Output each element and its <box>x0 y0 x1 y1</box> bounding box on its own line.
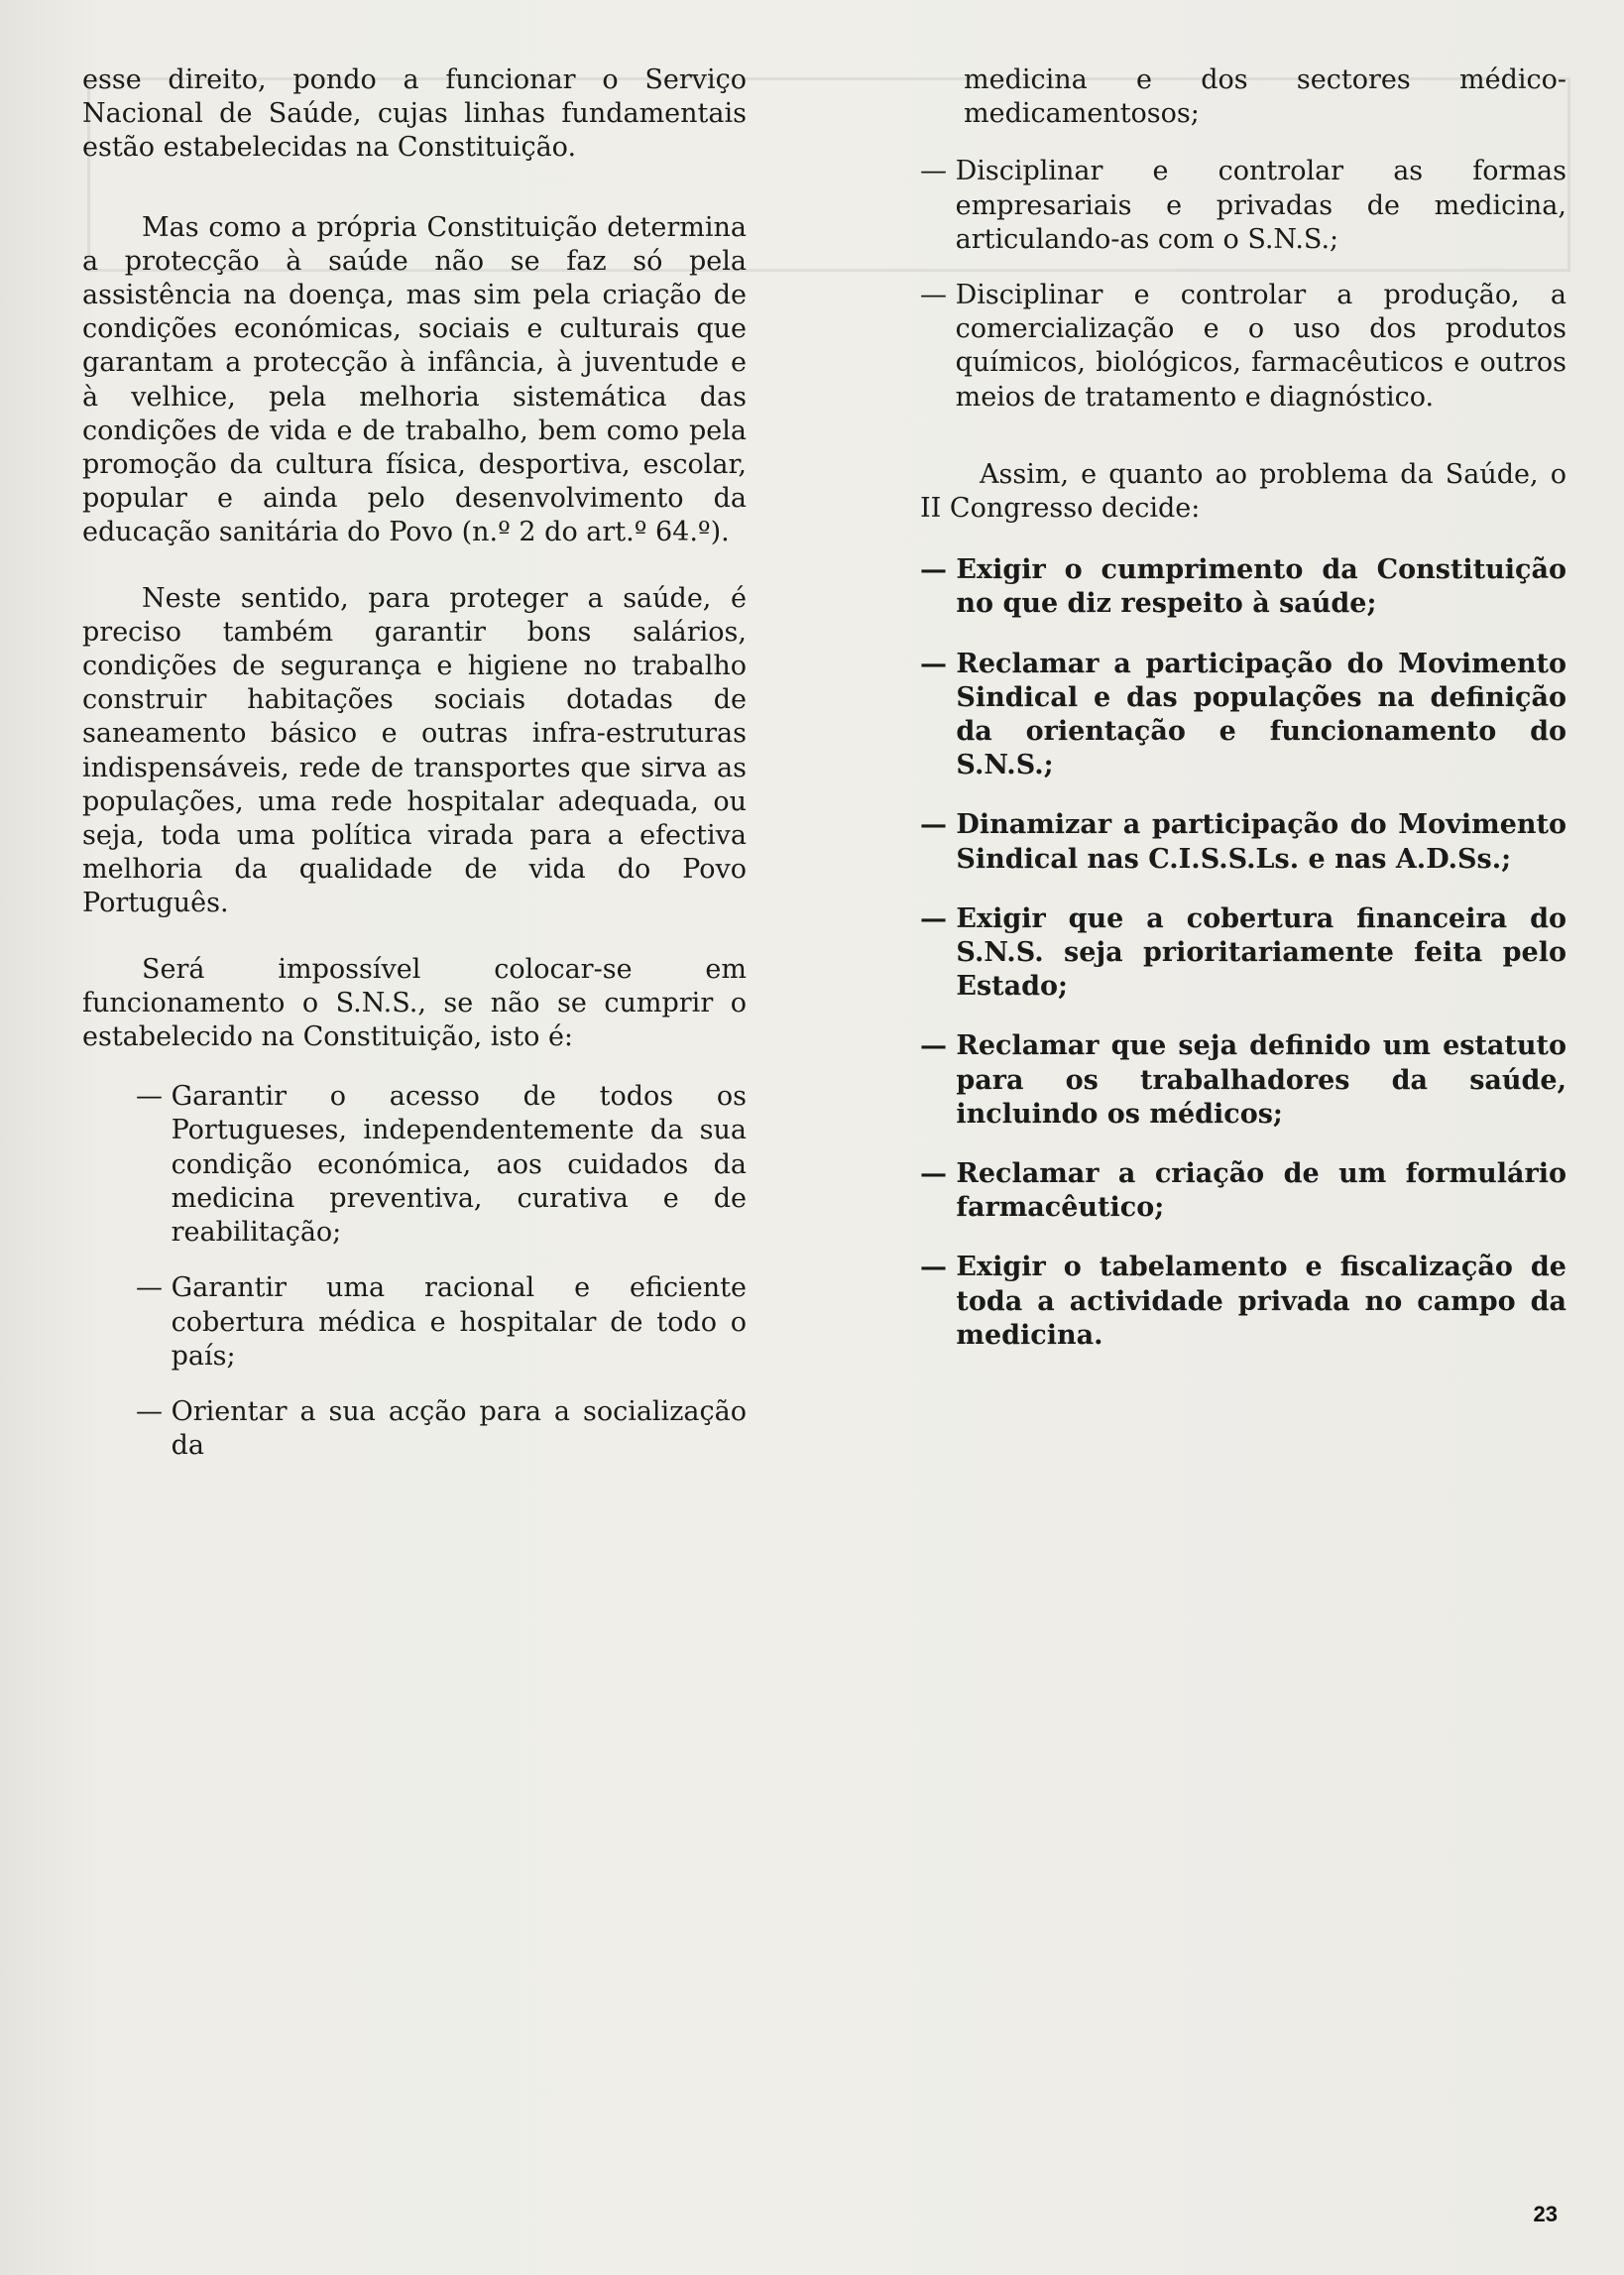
list-item <box>920 155 1566 257</box>
dash-mark: — <box>920 902 957 934</box>
dash-mark: — <box>136 1081 172 1113</box>
decision-text: Dinamizar a participação do Movimento Sindical nas C.I.S.S.Ls. e nas A.D.Ss.; <box>956 809 1566 875</box>
decision-item <box>920 1029 1566 1132</box>
left-column <box>82 63 747 1463</box>
decision-item <box>920 902 1566 1005</box>
list-item <box>136 1271 747 1374</box>
dash-mark: — <box>920 1158 957 1190</box>
decision-text: Reclamar a participação do Movimento Sindical e das populações na definição da orientação e funcionamento do S.N.S.; <box>956 648 1566 781</box>
dash-mark: — <box>920 809 957 841</box>
paragraph-sns: Será impossível colocar-se em funcionamento o S.N.S., se não se cumprir o estabelecido na Constituição, isto é: <box>82 953 747 1053</box>
right-column <box>920 63 1566 1353</box>
decision-item <box>920 1157 1566 1225</box>
decision-text: Reclamar a criação de um formulário farmacêutico; <box>956 1158 1566 1224</box>
list-item-text: Disciplinar e controlar a produção, a comercialização e o uso dos produtos químicos, biológicos, farmacêuticos e outros meios de tratamento e diagnóstico. <box>955 280 1566 413</box>
decision-text: Reclamar que seja definido um estatuto para os trabalhadores da saúde, incluindo os médicos; <box>956 1030 1566 1130</box>
list-item <box>920 279 1566 415</box>
decision-item <box>920 553 1566 621</box>
decision-item <box>920 808 1566 876</box>
list-item <box>136 1395 747 1463</box>
dash-mark: — <box>920 280 956 311</box>
list-item-text: Orientar a sua acção para a socialização da <box>171 1395 747 1462</box>
paragraph-decision-intro: Assim, e quanto ao problema da Saúde, o II Congresso decide: <box>920 458 1566 525</box>
list-item <box>136 1080 747 1250</box>
dash-mark: — <box>136 1272 172 1304</box>
dash-mark: — <box>136 1395 172 1427</box>
dash-mark: — <box>920 1030 957 1062</box>
paragraph-constitution: Mas como a própria Constituição determina a protecção à saúde não se faz só pela assistência na doença, mas sim pela criação de condições económicas, sociais e culturais que garantam a protecção à infância, à juventude e à velhice, pela melhoria sistemática das condições de vida e de trabalho, bem como pela promoção da cultura física, desportiva, escolar, popular e ainda pelo desenvolvimento da educação sanitária do Povo (n.º 2 do art.º 64.º). <box>82 211 747 548</box>
list-item-text: Garantir o acesso de todos os Portugueses, independentemente da sua condição económica, aos cuidados da medicina preventiva, curativa e de reabilitação; <box>171 1081 747 1249</box>
paragraph-continuation: esse direito, pondo a funcionar o Serviço Nacional de Saúde, cujas linhas fundamentais estão estabelecidas na Constituição. <box>82 64 747 164</box>
list-item-text: Garantir uma racional e eficiente cobertura médica e hospitalar de todo o país; <box>171 1272 747 1372</box>
decision-item <box>920 1251 1566 1353</box>
paragraph-protection: Neste sentido, para proteger a saúde, é preciso também garantir bons salários, condições de segurança e higiene no trabalho construir habitações sociais dotadas de saneamento básico e outras infra-estruturas indispensáveis, rede de transportes que sirva as populações, uma rede hospitalar adequada, ou seja, toda uma política virada para a efectiva melhoria da qualidade de vida do Povo Português. <box>82 582 747 919</box>
decision-text: Exigir o cumprimento da Constituição no que diz respeito à saúde; <box>956 554 1566 620</box>
dash-mark: — <box>920 1252 957 1283</box>
dash-mark: — <box>920 648 957 679</box>
decision-item <box>920 648 1566 783</box>
dash-mark: — <box>920 156 956 187</box>
page-number: 23 <box>1533 2202 1558 2226</box>
list-item-continuation: medicina e dos sectores médico-medicamentosos; <box>964 64 1566 130</box>
dash-mark: — <box>920 554 957 586</box>
list-item-text: Disciplinar e controlar as formas empresariais e privadas de medicina, articulando-as com o S.N.S.; <box>955 156 1566 255</box>
decision-text: Exigir que a cobertura financeira do S.N.S. seja prioritariamente feita pelo Estado; <box>956 902 1566 1003</box>
decision-text: Exigir o tabelamento e fiscalização de toda a actividade privada no campo da medicina. <box>956 1252 1566 1351</box>
